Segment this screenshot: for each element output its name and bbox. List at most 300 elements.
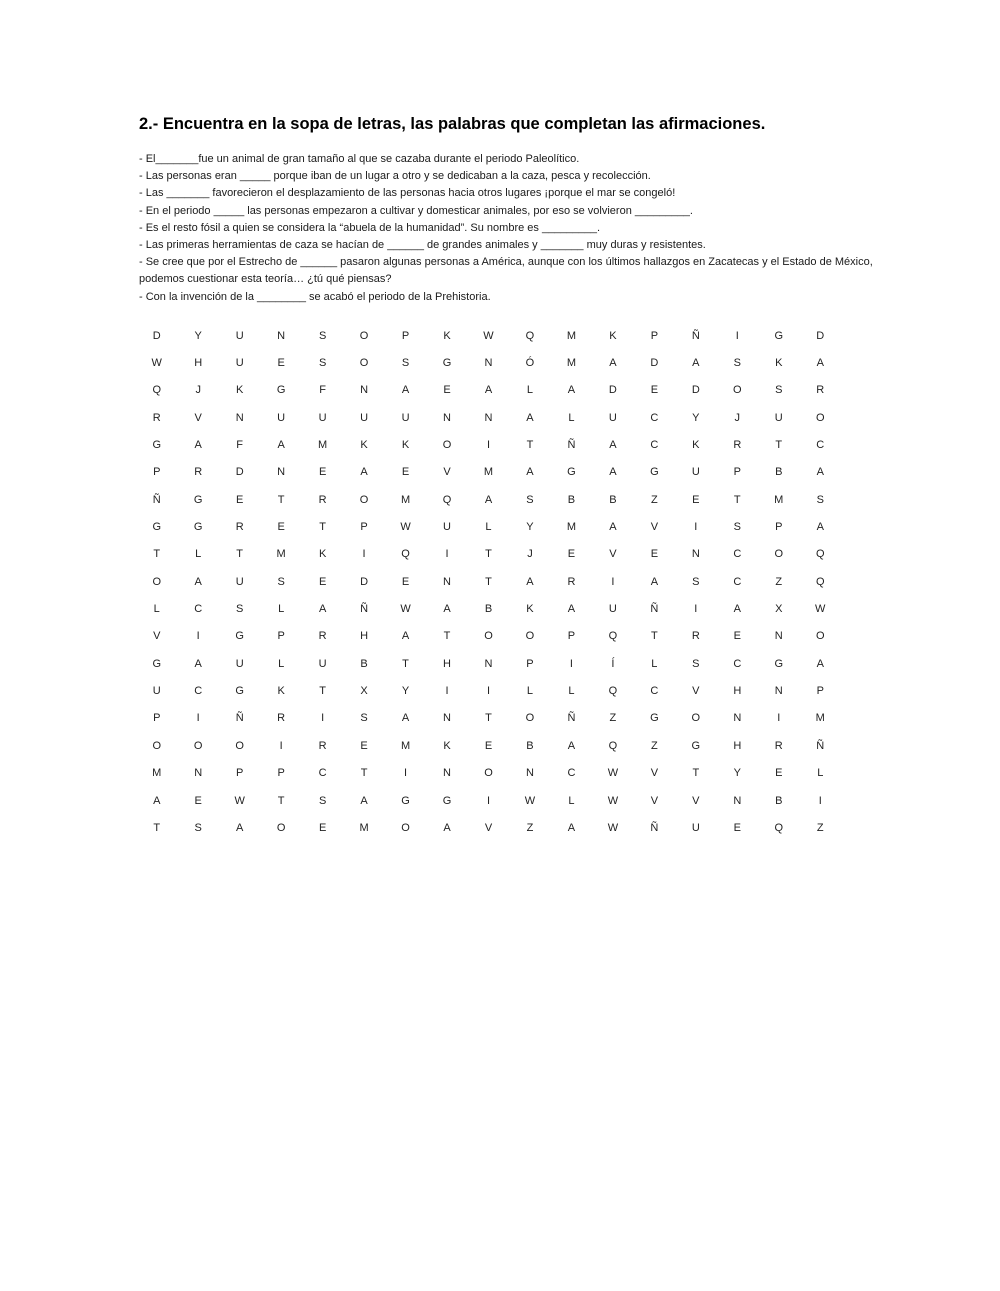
grid-letter[interactable]: M <box>359 821 369 834</box>
grid-letter[interactable]: L <box>278 603 285 616</box>
grid-letter[interactable]: A <box>816 466 824 479</box>
grid-letter[interactable]: R <box>567 575 576 588</box>
grid-letter[interactable]: K <box>443 739 451 752</box>
grid-letter[interactable]: R <box>277 712 286 725</box>
grid-letter[interactable]: E <box>567 548 576 561</box>
grid-letter[interactable]: G <box>442 357 452 370</box>
grid-letter[interactable]: L <box>485 521 492 534</box>
grid-letter[interactable]: N <box>525 767 534 780</box>
grid-letter[interactable]: A <box>650 575 659 588</box>
grid-letter[interactable]: O <box>152 739 162 752</box>
grid-letter[interactable]: B <box>775 794 783 807</box>
grid-letter[interactable]: T <box>775 439 783 452</box>
grid-letter[interactable]: R <box>774 739 783 752</box>
grid-letter[interactable]: Ó <box>525 357 535 370</box>
grid-letter[interactable]: Q <box>774 821 784 834</box>
grid-letter[interactable]: A <box>692 357 700 370</box>
grid-letter[interactable]: I <box>777 712 781 725</box>
grid-letter[interactable]: O <box>484 630 493 643</box>
grid-letter[interactable]: G <box>650 712 659 725</box>
grid-letter[interactable]: I <box>445 685 449 698</box>
grid-letter[interactable]: U <box>318 411 327 424</box>
grid-letter[interactable]: U <box>318 657 327 670</box>
grid-letter[interactable]: I <box>196 712 200 725</box>
grid-letter[interactable]: S <box>318 357 327 370</box>
grid-letter[interactable]: N <box>194 767 203 780</box>
grid-letter[interactable]: E <box>277 357 285 370</box>
grid-letter[interactable]: V <box>194 411 202 424</box>
grid-letter[interactable]: E <box>484 739 493 752</box>
grid-letter[interactable]: S <box>401 357 410 370</box>
grid-letter[interactable]: P <box>236 767 244 780</box>
grid-letter[interactable]: A <box>194 439 202 452</box>
grid-letter[interactable]: Q <box>525 329 535 342</box>
grid-letter[interactable]: L <box>195 548 202 561</box>
grid-letter[interactable]: L <box>153 603 160 616</box>
grid-letter[interactable]: V <box>484 821 493 834</box>
grid-letter[interactable]: T <box>360 767 368 780</box>
grid-letter[interactable]: N <box>277 466 286 479</box>
grid-letter[interactable]: E <box>401 466 410 479</box>
grid-letter[interactable]: F <box>319 384 326 397</box>
grid-letter[interactable]: Y <box>194 329 202 342</box>
grid-letter[interactable]: K <box>775 357 783 370</box>
grid-letter[interactable]: F <box>236 439 244 452</box>
grid-letter[interactable]: L <box>651 657 658 670</box>
grid-letter[interactable]: W <box>607 794 619 807</box>
grid-letter[interactable]: A <box>816 357 824 370</box>
grid-letter[interactable]: S <box>360 712 368 725</box>
grid-letter[interactable]: Y <box>733 767 741 780</box>
grid-letter[interactable]: A <box>816 521 824 534</box>
grid-letter[interactable]: C <box>650 411 659 424</box>
grid-letter[interactable]: N <box>733 794 742 807</box>
grid-letter[interactable]: L <box>568 685 575 698</box>
grid-letter[interactable]: B <box>567 493 576 506</box>
grid-letter[interactable]: M <box>400 739 411 752</box>
grid-letter[interactable]: V <box>153 630 161 643</box>
grid-letter[interactable]: D <box>235 466 244 479</box>
grid-letter[interactable]: N <box>691 548 700 561</box>
grid-letter[interactable]: P <box>526 657 534 670</box>
grid-letter[interactable]: U <box>235 657 244 670</box>
grid-letter[interactable]: N <box>733 712 742 725</box>
grid-letter[interactable]: A <box>277 439 285 452</box>
grid-letter[interactable]: E <box>318 575 327 588</box>
grid-letter[interactable]: Ñ <box>816 739 825 752</box>
grid-letter[interactable]: G <box>152 521 162 534</box>
grid-letter[interactable]: G <box>650 466 659 479</box>
grid-letter[interactable]: L <box>526 384 534 397</box>
grid-letter[interactable]: P <box>401 329 410 342</box>
grid-letter[interactable]: R <box>691 630 700 643</box>
grid-letter[interactable]: S <box>194 821 202 834</box>
grid-letter[interactable]: Ñ <box>650 821 659 834</box>
grid-letter[interactable]: O <box>152 575 162 588</box>
grid-letter[interactable]: M <box>318 439 328 452</box>
grid-letter[interactable]: P <box>775 521 783 534</box>
grid-letter[interactable]: K <box>277 685 285 698</box>
grid-letter[interactable]: R <box>235 521 244 534</box>
grid-letter[interactable]: D <box>691 384 700 397</box>
grid-letter[interactable]: H <box>194 357 203 370</box>
grid-letter[interactable]: M <box>774 493 784 506</box>
grid-letter[interactable]: T <box>153 548 161 561</box>
grid-letter[interactable]: M <box>566 357 576 370</box>
grid-letter[interactable]: P <box>360 521 368 534</box>
grid-letter[interactable]: K <box>526 603 534 616</box>
grid-letter[interactable]: N <box>443 712 451 725</box>
grid-letter[interactable]: C <box>733 575 742 588</box>
grid-letter[interactable]: U <box>443 521 451 534</box>
grid-letter[interactable]: E <box>360 739 368 752</box>
grid-letter[interactable]: B <box>526 739 534 752</box>
grid-letter[interactable]: M <box>152 767 162 780</box>
grid-letter[interactable]: P <box>733 466 741 479</box>
grid-letter[interactable]: D <box>608 384 617 397</box>
grid-letter[interactable]: T <box>402 657 409 670</box>
grid-letter[interactable]: I <box>362 548 366 561</box>
grid-letter[interactable]: P <box>277 767 285 780</box>
grid-letter[interactable]: V <box>443 466 451 479</box>
grid-letter[interactable]: B <box>360 657 368 670</box>
grid-letter[interactable]: G <box>774 329 784 342</box>
grid-letter[interactable]: T <box>277 493 285 506</box>
grid-letter[interactable]: I <box>196 630 200 643</box>
grid-letter[interactable]: P <box>567 630 576 643</box>
grid-letter[interactable]: U <box>691 466 700 479</box>
grid-letter[interactable]: G <box>235 630 244 643</box>
grid-letter[interactable]: V <box>692 685 700 698</box>
grid-letter[interactable]: P <box>153 712 161 725</box>
grid-letter[interactable]: T <box>153 821 161 834</box>
grid-letter[interactable]: G <box>193 493 203 506</box>
grid-letter[interactable]: Ñ <box>152 493 161 506</box>
grid-letter[interactable]: S <box>277 575 285 588</box>
grid-letter[interactable]: L <box>568 794 575 807</box>
grid-letter[interactable]: I <box>611 575 615 588</box>
grid-letter[interactable]: C <box>194 685 203 698</box>
grid-letter[interactable]: C <box>567 767 576 780</box>
grid-letter[interactable]: A <box>401 712 410 725</box>
grid-letter[interactable]: I <box>486 685 491 698</box>
grid-letter[interactable]: A <box>153 794 161 807</box>
grid-letter[interactable]: I <box>694 521 698 534</box>
grid-letter[interactable]: C <box>733 657 742 670</box>
grid-letter[interactable]: P <box>816 685 824 698</box>
grid-letter[interactable]: U <box>277 411 286 424</box>
grid-letter[interactable]: L <box>568 411 575 424</box>
grid-letter[interactable]: T <box>650 630 658 643</box>
grid-letter[interactable]: N <box>774 630 783 643</box>
grid-letter[interactable]: K <box>360 439 368 452</box>
grid-letter[interactable]: T <box>692 767 700 780</box>
grid-letter[interactable]: J <box>195 384 201 397</box>
grid-letter[interactable]: C <box>194 603 203 616</box>
grid-letter[interactable]: N <box>484 357 493 370</box>
grid-letter[interactable]: A <box>194 657 202 670</box>
grid-letter[interactable]: S <box>692 575 700 588</box>
grid-letter[interactable]: Q <box>608 739 618 752</box>
grid-letter[interactable]: B <box>609 493 617 506</box>
grid-letter[interactable]: P <box>650 329 659 342</box>
grid-letter[interactable]: L <box>817 767 824 780</box>
grid-letter[interactable]: O <box>359 493 369 506</box>
grid-letter[interactable]: G <box>442 794 452 807</box>
grid-letter[interactable]: B <box>484 603 493 616</box>
grid-letter[interactable]: W <box>815 603 826 616</box>
grid-letter[interactable]: G <box>235 685 244 698</box>
grid-letter[interactable]: G <box>401 794 410 807</box>
grid-letter[interactable]: H <box>733 739 742 752</box>
grid-letter[interactable]: O <box>442 439 452 452</box>
grid-letter[interactable]: U <box>360 411 369 424</box>
grid-letter[interactable]: A <box>526 575 534 588</box>
grid-letter[interactable]: Y <box>401 685 410 698</box>
grid-letter[interactable]: Ñ <box>650 603 659 616</box>
grid-letter[interactable]: Q <box>442 493 452 506</box>
grid-letter[interactable]: E <box>194 794 202 807</box>
grid-letter[interactable]: Q <box>608 630 618 643</box>
grid-letter[interactable]: M <box>400 493 411 506</box>
grid-letter[interactable]: E <box>733 821 741 834</box>
grid-letter[interactable]: W <box>524 794 536 807</box>
grid-letter[interactable]: S <box>236 603 244 616</box>
grid-letter[interactable]: M <box>566 329 576 342</box>
grid-letter[interactable]: A <box>567 821 576 834</box>
grid-letter[interactable]: N <box>443 575 451 588</box>
grid-letter[interactable]: O <box>815 411 825 424</box>
grid-letter[interactable]: T <box>319 521 326 534</box>
grid-letter[interactable]: P <box>153 466 161 479</box>
grid-letter[interactable]: S <box>733 357 741 370</box>
grid-letter[interactable]: T <box>485 712 492 725</box>
grid-letter[interactable]: R <box>318 739 327 752</box>
grid-letter[interactable]: I <box>694 603 698 616</box>
grid-letter[interactable]: U <box>401 411 410 424</box>
grid-letter[interactable]: E <box>650 384 659 397</box>
grid-letter[interactable]: O <box>193 739 203 752</box>
grid-letter[interactable]: R <box>733 439 742 452</box>
grid-letter[interactable]: T <box>485 548 492 561</box>
grid-letter[interactable]: S <box>526 493 534 506</box>
grid-letter[interactable]: A <box>609 521 617 534</box>
grid-letter[interactable]: A <box>526 466 534 479</box>
grid-letter[interactable]: Í <box>611 657 615 670</box>
grid-letter[interactable]: A <box>609 439 617 452</box>
grid-letter[interactable]: T <box>485 575 492 588</box>
grid-letter[interactable]: N <box>235 411 244 424</box>
grid-letter[interactable]: D <box>816 329 825 342</box>
grid-letter[interactable]: U <box>235 357 244 370</box>
grid-letter[interactable]: N <box>277 329 286 342</box>
grid-letter[interactable]: W <box>607 821 619 834</box>
grid-letter[interactable]: T <box>526 439 534 452</box>
grid-letter[interactable]: C <box>318 767 327 780</box>
grid-letter[interactable]: U <box>608 603 617 616</box>
grid-letter[interactable]: L <box>278 657 285 670</box>
grid-letter[interactable]: A <box>733 603 741 616</box>
grid-letter[interactable]: I <box>569 657 573 670</box>
grid-letter[interactable]: S <box>816 493 824 506</box>
grid-letter[interactable]: Ñ <box>567 712 576 725</box>
grid-letter[interactable]: Z <box>609 712 617 725</box>
grid-letter[interactable]: C <box>733 548 742 561</box>
grid-letter[interactable]: R <box>816 384 825 397</box>
grid-letter[interactable]: A <box>194 575 202 588</box>
grid-letter[interactable]: O <box>525 630 535 643</box>
grid-letter[interactable]: S <box>692 657 700 670</box>
grid-letter[interactable]: E <box>733 630 741 643</box>
grid-letter[interactable]: R <box>318 493 327 506</box>
grid-letter[interactable]: M <box>276 548 286 561</box>
grid-letter[interactable]: O <box>276 821 286 834</box>
grid-letter[interactable]: O <box>359 357 369 370</box>
grid-letter[interactable]: Q <box>815 548 825 561</box>
grid-letter[interactable]: K <box>609 329 617 342</box>
grid-letter[interactable]: N <box>484 657 493 670</box>
grid-letter[interactable]: K <box>692 439 700 452</box>
grid-letter[interactable]: G <box>193 521 203 534</box>
grid-letter[interactable]: H <box>360 630 369 643</box>
grid-letter[interactable]: V <box>609 548 617 561</box>
grid-letter[interactable]: W <box>483 329 494 342</box>
grid-letter[interactable]: A <box>567 739 576 752</box>
grid-letter[interactable]: R <box>152 411 161 424</box>
grid-letter[interactable]: E <box>318 821 327 834</box>
grid-letter[interactable]: I <box>818 794 822 807</box>
grid-letter[interactable]: S <box>733 521 741 534</box>
grid-letter[interactable]: V <box>692 794 700 807</box>
grid-letter[interactable]: T <box>733 493 741 506</box>
grid-letter[interactable]: N <box>443 767 451 780</box>
grid-letter[interactable]: A <box>609 357 617 370</box>
grid-letter[interactable]: I <box>279 739 283 752</box>
grid-letter[interactable]: O <box>235 739 244 752</box>
grid-letter[interactable]: U <box>691 821 700 834</box>
grid-letter[interactable]: N <box>484 411 493 424</box>
grid-letter[interactable]: Z <box>816 821 824 834</box>
grid-letter[interactable]: T <box>443 630 451 643</box>
grid-letter[interactable]: O <box>691 712 701 725</box>
grid-letter[interactable]: Ñ <box>691 329 700 342</box>
grid-letter[interactable]: Q <box>608 685 618 698</box>
grid-letter[interactable]: A <box>401 384 410 397</box>
grid-letter[interactable]: E <box>692 493 700 506</box>
grid-letter[interactable]: A <box>567 603 576 616</box>
grid-letter[interactable]: W <box>400 521 411 534</box>
grid-letter[interactable]: I <box>735 329 739 342</box>
grid-letter[interactable]: Y <box>692 411 700 424</box>
grid-letter[interactable]: K <box>236 384 244 397</box>
grid-letter[interactable]: A <box>360 794 368 807</box>
grid-letter[interactable]: D <box>650 357 659 370</box>
grid-letter[interactable]: O <box>484 767 493 780</box>
grid-letter[interactable]: A <box>443 821 451 834</box>
grid-letter[interactable]: I <box>445 548 449 561</box>
grid-letter[interactable]: L <box>526 685 534 698</box>
grid-letter[interactable]: C <box>650 439 659 452</box>
grid-letter[interactable]: A <box>567 384 576 397</box>
grid-letter[interactable]: S <box>318 329 327 342</box>
grid-letter[interactable]: K <box>443 329 451 342</box>
grid-letter[interactable]: E <box>650 548 659 561</box>
grid-letter[interactable]: T <box>236 548 244 561</box>
grid-letter[interactable]: J <box>527 548 533 561</box>
grid-letter[interactable]: E <box>236 493 244 506</box>
grid-letter[interactable]: U <box>152 685 161 698</box>
grid-letter[interactable]: A <box>236 821 244 834</box>
grid-letter[interactable]: E <box>318 466 327 479</box>
grid-letter[interactable]: G <box>276 384 286 397</box>
grid-letter[interactable]: C <box>816 439 825 452</box>
grid-letter[interactable]: O <box>359 329 369 342</box>
grid-letter[interactable]: Z <box>526 821 534 834</box>
grid-letter[interactable]: I <box>404 767 408 780</box>
grid-letter[interactable]: G <box>567 466 576 479</box>
grid-letter[interactable]: N <box>443 411 451 424</box>
grid-letter[interactable]: G <box>691 739 701 752</box>
grid-letter[interactable]: Z <box>650 739 658 752</box>
grid-letter[interactable]: I <box>486 439 491 452</box>
grid-letter[interactable]: E <box>443 384 451 397</box>
grid-letter[interactable]: A <box>526 411 534 424</box>
grid-letter[interactable]: E <box>401 575 410 588</box>
grid-letter[interactable]: O <box>733 384 742 397</box>
grid-letter[interactable]: X <box>775 603 783 616</box>
grid-letter[interactable]: M <box>566 521 576 534</box>
grid-letter[interactable]: K <box>318 548 327 561</box>
grid-letter[interactable]: W <box>607 767 619 780</box>
grid-letter[interactable]: W <box>151 357 162 370</box>
grid-letter[interactable]: U <box>774 411 783 424</box>
grid-letter[interactable]: A <box>360 466 368 479</box>
grid-letter[interactable]: T <box>319 685 326 698</box>
grid-letter[interactable]: G <box>152 657 162 670</box>
grid-letter[interactable]: I <box>321 712 325 725</box>
grid-letter[interactable]: E <box>277 521 285 534</box>
grid-letter[interactable]: Q <box>815 575 825 588</box>
grid-letter[interactable]: Z <box>775 575 783 588</box>
grid-letter[interactable]: M <box>815 712 825 725</box>
grid-letter[interactable]: U <box>235 575 244 588</box>
grid-letter[interactable]: O <box>815 630 825 643</box>
grid-letter[interactable]: E <box>775 767 783 780</box>
grid-letter[interactable]: H <box>443 657 451 670</box>
grid-letter[interactable]: X <box>360 685 368 698</box>
grid-letter[interactable]: O <box>774 548 784 561</box>
grid-letter[interactable]: D <box>360 575 369 588</box>
grid-letter[interactable]: Z <box>650 493 658 506</box>
grid-letter[interactable]: Ñ <box>567 439 576 452</box>
grid-letter[interactable]: G <box>152 439 162 452</box>
grid-letter[interactable]: P <box>277 630 285 643</box>
grid-letter[interactable]: A <box>401 630 410 643</box>
grid-letter[interactable]: A <box>443 603 451 616</box>
grid-letter[interactable]: Ñ <box>360 603 369 616</box>
grid-letter[interactable]: O <box>401 821 410 834</box>
grid-letter[interactable]: Q <box>401 548 410 561</box>
grid-letter[interactable]: H <box>733 685 742 698</box>
grid-letter[interactable]: W <box>234 794 245 807</box>
grid-letter[interactable]: Q <box>152 384 162 397</box>
grid-letter[interactable]: D <box>152 329 161 342</box>
grid-letter[interactable]: K <box>401 439 410 452</box>
grid-letter[interactable]: S <box>775 384 783 397</box>
grid-letter[interactable]: N <box>360 384 369 397</box>
grid-letter[interactable]: U <box>608 411 617 424</box>
grid-letter[interactable]: T <box>277 794 285 807</box>
